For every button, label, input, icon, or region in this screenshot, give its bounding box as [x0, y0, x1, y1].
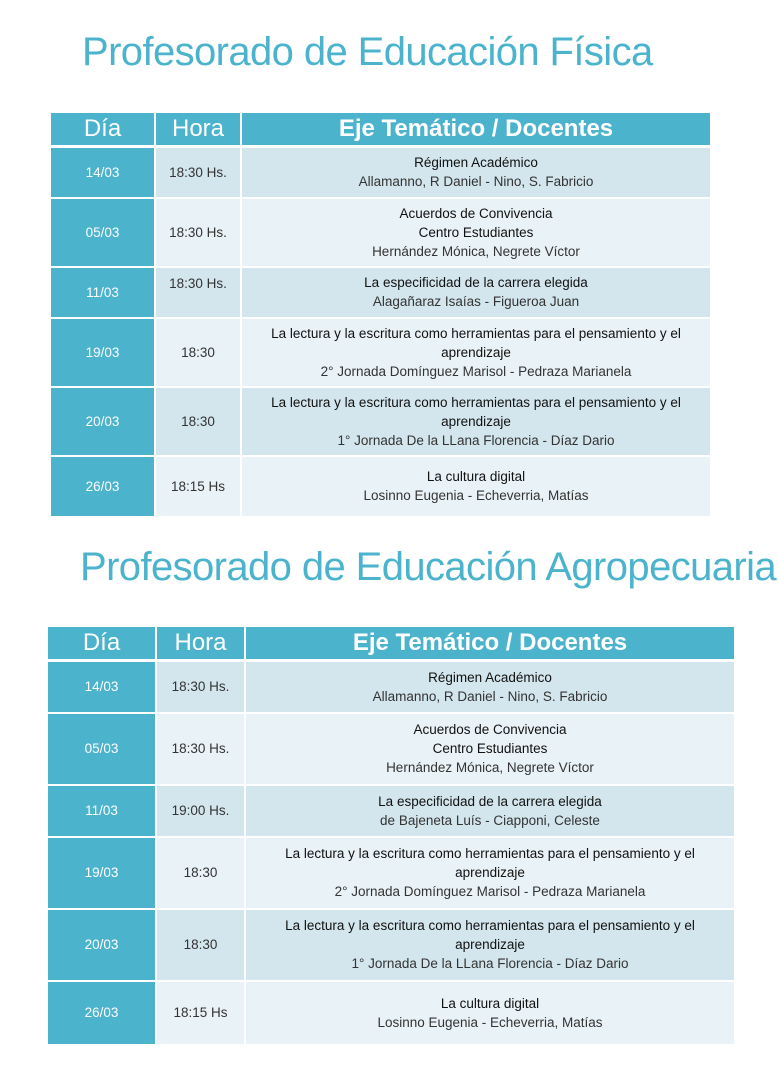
table-row [51, 387, 710, 456]
topic-title: Acuerdos de Convivencia [399, 205, 553, 221]
time-cell: 18:30 Hs. [155, 198, 241, 267]
table-header-row [48, 627, 734, 661]
table-row [48, 713, 734, 785]
time-cell: 18:30 [156, 909, 245, 981]
header-dia: Día [51, 113, 155, 147]
topic-title: La lectura y la escritura como herramientas para el pensamiento y el aprendizaje [285, 918, 695, 952]
table-row [51, 267, 710, 318]
topic-cell [241, 267, 710, 318]
topic-teachers: de Bajeneta Luís - Ciapponi, Celeste [380, 812, 600, 828]
table-row [48, 981, 734, 1045]
topic-title: La lectura y la escritura como herramientas para el pensamiento y el aprendizaje [271, 325, 681, 360]
topic-cell [245, 981, 734, 1045]
table-row [51, 456, 710, 517]
day-cell: 19/03 [48, 837, 156, 909]
day-cell: 14/03 [48, 661, 156, 713]
day-cell: 11/03 [48, 785, 156, 837]
table-row [48, 837, 734, 909]
topic-teachers: Alagañaraz Isaías - Figueroa Juan [372, 294, 580, 309]
day-cell: 19/03 [51, 318, 155, 387]
header-dia: Día [48, 627, 156, 661]
time-cell: 19:00 Hs. [156, 785, 245, 837]
topic-teachers: Allamanno, R Daniel - Nino, S. Fabricio [372, 688, 608, 704]
time-cell: 18:15 Hs [155, 456, 241, 517]
topic-teachers: 2° Jornada Domínguez Marisol - Pedraza Marianela [334, 884, 646, 899]
time-cell: 18:30 [155, 387, 241, 456]
header-eje: Eje Temático / Docentes [241, 113, 710, 147]
header-hora: Hora [156, 627, 245, 661]
topic-teachers: Hernández Mónica, Negrete Víctor [386, 760, 594, 775]
day-cell: 26/03 [51, 456, 155, 517]
schedule-table-agropecuaria [48, 627, 734, 1046]
day-cell: 20/03 [51, 387, 155, 456]
day-cell: 05/03 [51, 198, 155, 267]
topic-teachers: 2° Jornada Domínguez Marisol - Pedraza Marianela [320, 363, 632, 379]
section-title-agropecuaria: Profesorado de Educación Agropecuaria [80, 545, 777, 589]
topic-title-2: Centro Estudiantes [418, 224, 534, 240]
table-header-row [51, 113, 710, 147]
schedule-table-fisica [51, 113, 710, 518]
day-cell: 14/03 [51, 147, 155, 198]
header-hora: Hora [155, 113, 241, 147]
table-row [51, 198, 710, 267]
topic-cell [241, 387, 710, 456]
section-title-fisica: Profesorado de Educación Física [82, 30, 653, 74]
day-cell: 11/03 [51, 267, 155, 318]
topic-teachers: 1° Jornada De la LLana Florencia - Díaz Dario [337, 432, 615, 448]
topic-teachers: Hernández Mónica, Negrete Víctor [372, 243, 580, 259]
topic-title-2: Centro Estudiantes [432, 741, 548, 756]
topic-title: Acuerdos de Convivencia [413, 722, 567, 737]
table-row [51, 318, 710, 387]
table-row [48, 909, 734, 981]
table-row [51, 147, 710, 198]
topic-title: La lectura y la escritura como herramientas para el pensamiento y el aprendizaje [285, 846, 695, 880]
topic-cell [241, 198, 710, 267]
day-cell: 20/03 [48, 909, 156, 981]
topic-teachers: Allamanno, R Daniel - Nino, S. Fabricio [358, 174, 594, 190]
topic-teachers: 1° Jornada De la LLana Florencia - Díaz Dario [351, 956, 629, 971]
topic-teachers: Losinno Eugenia - Echeverria, Matías [377, 1014, 603, 1030]
day-cell: 05/03 [48, 713, 156, 785]
topic-cell [245, 713, 734, 785]
topic-cell [245, 837, 734, 909]
table-row [48, 661, 734, 713]
topic-title: La cultura digital [426, 469, 526, 484]
topic-title: La lectura y la escritura como herramientas para el pensamiento y el aprendizaje [271, 394, 681, 429]
table-row [48, 785, 734, 837]
topic-title: La cultura digital [440, 995, 540, 1011]
topic-title: La especificidad de la carrera elegida [378, 793, 602, 809]
topic-cell [245, 909, 734, 981]
topic-cell [241, 318, 710, 387]
topic-title: Régimen Académico [414, 155, 538, 171]
header-eje: Eje Temático / Docentes [245, 627, 734, 661]
topic-cell [245, 785, 734, 837]
topic-title: La especificidad de la carrera elegida [364, 275, 588, 290]
time-cell: 18:30 Hs. [156, 713, 245, 785]
time-cell: 18:30 [155, 318, 241, 387]
day-cell: 26/03 [48, 981, 156, 1045]
topic-teachers: Losinno Eugenia - Echeverria, Matías [363, 488, 589, 503]
topic-cell [241, 147, 710, 198]
time-cell: 18:30 [156, 837, 245, 909]
topic-cell [245, 661, 734, 713]
time-cell: 18:15 Hs [156, 981, 245, 1045]
time-cell: 18:30 Hs. [155, 147, 241, 198]
topic-title: Régimen Académico [428, 669, 552, 685]
topic-cell [241, 456, 710, 517]
time-cell: 18:30 Hs. [156, 661, 245, 713]
time-cell: 18:30 Hs. [155, 267, 241, 318]
